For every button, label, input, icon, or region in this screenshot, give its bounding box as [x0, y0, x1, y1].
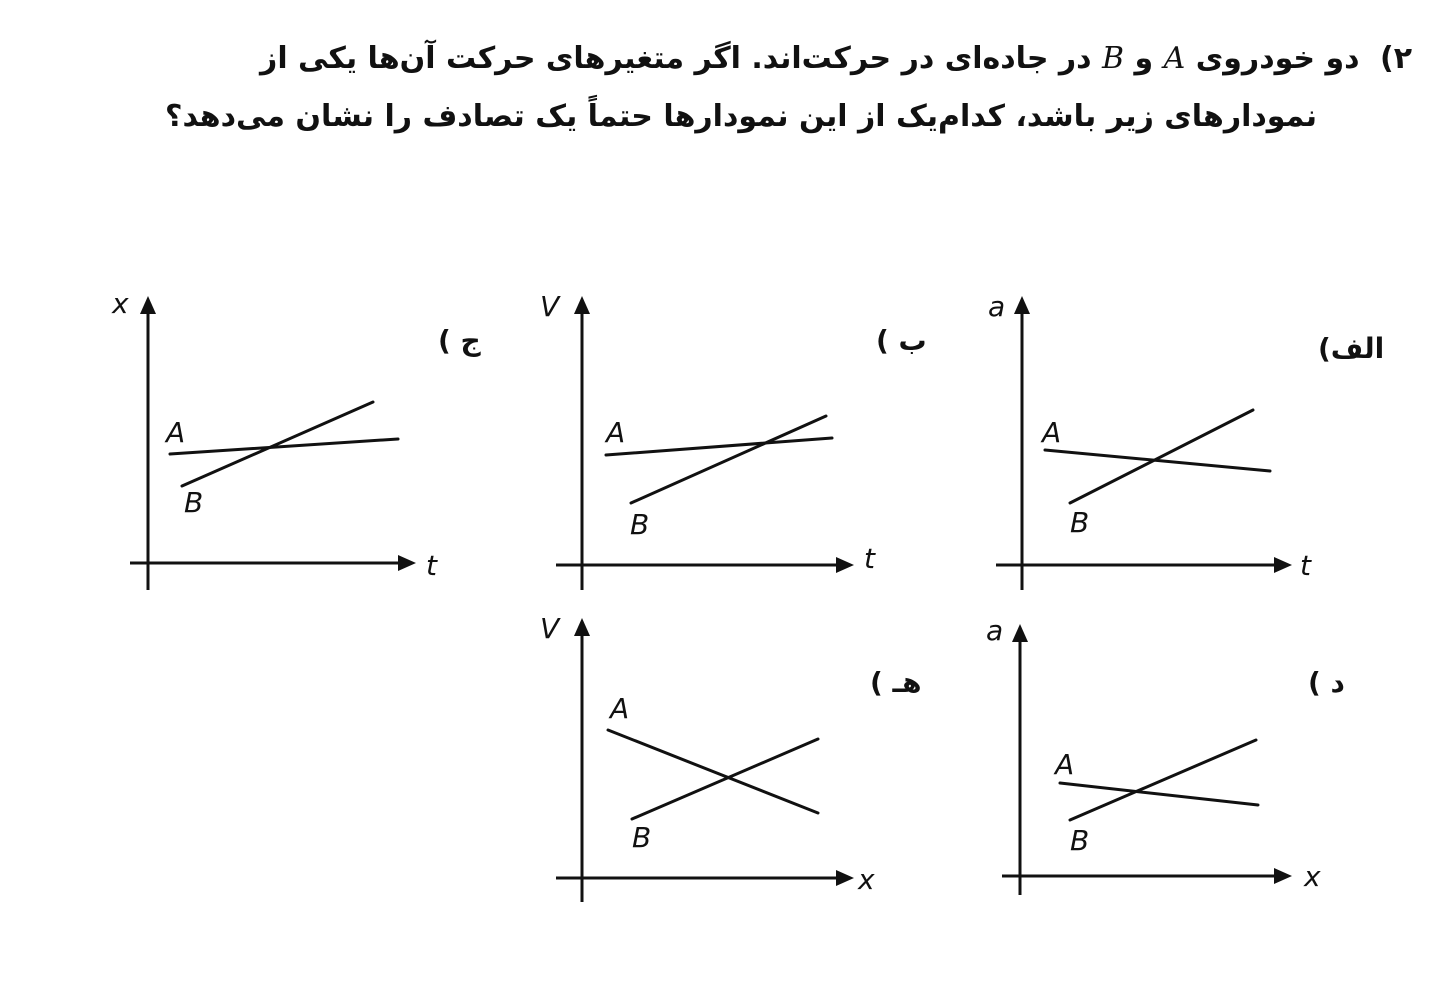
graph-jim-x-arrow — [398, 555, 416, 571]
graph-alef-panel-label: الف) — [1318, 332, 1385, 365]
graph-alef — [988, 290, 1384, 590]
graph-dal-label-b: B — [1070, 824, 1090, 857]
graph-jim-y-arrow — [140, 296, 156, 314]
graph-he-line-a — [608, 730, 818, 813]
graph-dal-y-label: a — [986, 614, 1004, 647]
graph-alef-x-label: t — [1300, 549, 1311, 582]
graph-dal-y-arrow — [1012, 624, 1028, 642]
variable-a: A — [1163, 41, 1186, 76]
graph-alef-label-b: B — [1070, 506, 1090, 539]
graph-jim-label-b: B — [184, 486, 204, 519]
graph-be-y-arrow — [574, 296, 590, 314]
graph-jim-x-label: t — [426, 549, 437, 582]
graph-he-x-arrow — [836, 870, 854, 886]
graph-alef-label-a: A — [1042, 416, 1062, 449]
graph-be-y-label: V — [540, 290, 560, 323]
graph-alef-y-label: a — [988, 290, 1006, 323]
graph-dal-label-a: A — [1055, 748, 1075, 781]
graph-dal-panel-label: د ) — [1308, 666, 1345, 699]
graph-dal-line-a — [1060, 783, 1258, 805]
graph-be-label-a: A — [606, 416, 626, 449]
graph-be-line-a — [606, 438, 832, 455]
graph-be — [540, 290, 927, 590]
graph-dal — [986, 614, 1345, 895]
variable-b: B — [1102, 41, 1125, 76]
graph-be-x-arrow — [836, 557, 854, 573]
graph-be-panel-label: ب ) — [876, 324, 927, 357]
question-line-2: نمودارهای زیر باشد، کدام‌یک از این نمودارها حتماً یک تصادف را نشان می‌دهد؟ — [165, 99, 1317, 134]
graph-alef-line-a — [1045, 450, 1270, 471]
graph-alef-x-arrow — [1274, 557, 1292, 573]
graph-alef-y-arrow — [1014, 296, 1030, 314]
graph-be-x-label: t — [864, 542, 875, 575]
graph-be-label-b: B — [630, 508, 650, 541]
graph-jim — [111, 287, 482, 590]
graph-jim-label-a: A — [166, 416, 186, 449]
graph-jim-y-label: x — [112, 287, 129, 320]
graph-dal-x-arrow — [1274, 868, 1292, 884]
question-number: ۲) — [1379, 41, 1412, 76]
conjunction: و — [1134, 41, 1154, 76]
graph-be-line-b — [631, 416, 826, 503]
question-text-part-1: دو خودروی — [1195, 41, 1360, 76]
graph-jim-panel-label: ج ) — [438, 324, 481, 357]
graph-he-label-b: B — [632, 821, 652, 854]
question-text-part-2: در جاده‌ای در حرکت‌اند. اگر متغیرهای حرکت آن‌ها یکی از — [260, 41, 1092, 76]
graph-alef-line-b — [1070, 410, 1253, 503]
graph-he-y-arrow — [574, 618, 590, 636]
graph-he-panel-label: هـ ) — [870, 666, 922, 699]
graph-he — [540, 612, 922, 902]
graph-he-x-label: x — [858, 863, 875, 896]
graph-he-y-label: V — [540, 612, 560, 645]
graph-dal-x-label: x — [1304, 860, 1321, 893]
graph-he-label-a: A — [610, 692, 630, 725]
graph-dal-line-b — [1070, 740, 1256, 820]
